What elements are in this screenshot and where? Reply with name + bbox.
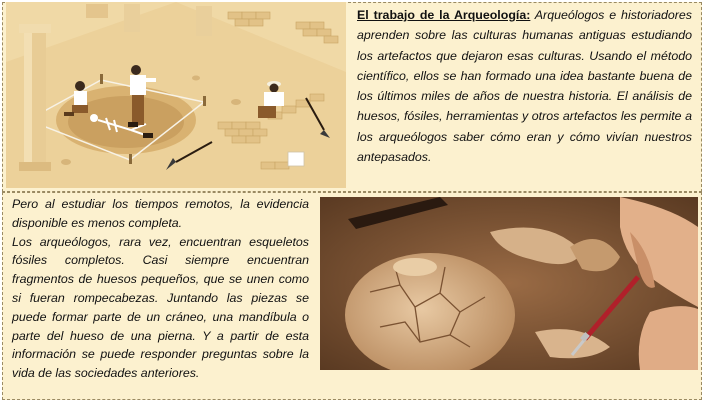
skull-excavation-photo	[320, 197, 698, 370]
detail-paragraph-2: Los arqueólogos, rara vez, encuentran esqueletos fósiles completos. Casi siempre encuentran fragmentos de huesos pequeños, que se unen como si fueran rompecabezas. Juntando las piezas se puede formar parte de un cráneo, una mandíbula o parte del hueso de una pierna. Y a partir de esta información se puede responder preguntas sobre la vida de las sociedades anteriores.	[12, 234, 309, 381]
detail-text	[12, 195, 309, 383]
section-title: El trabajo de la Arqueología:	[357, 8, 531, 22]
intro-body: Arqueólogos e historiadores aprenden sobre las culturas humanas antiguas estudiando los artefactos que dejaron esas culturas. Usando el método científico, ellos se han formado una idea bastante buena de los últimos miles de años de nuestra historia. El análisis de huesos, fósiles, herramientas y otros artefactos les permite a los arqueólogos saber cómo eran y cómo vivían nuestros antepasados.	[357, 8, 692, 165]
detail-paragraph-1: Pero al estudiar los tiempos remotos, la evidencia disponible es menos completa.	[12, 197, 309, 230]
excavation-illustration	[6, 2, 346, 188]
intro-paragraph	[357, 5, 692, 167]
